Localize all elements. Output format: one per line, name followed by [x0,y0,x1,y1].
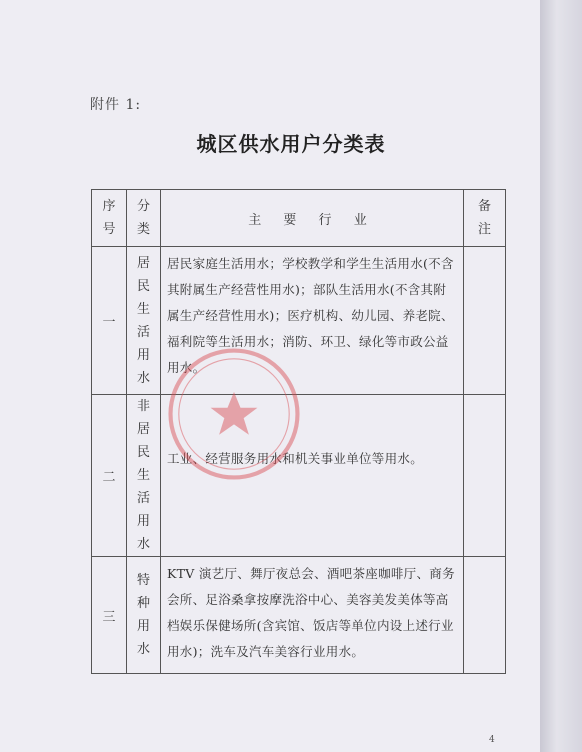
header-industries: 主 要 行 业 [161,190,464,247]
row-industries: 居民家庭生活用水；学校教学和学生生活用水(不含其附属生产经营性用水)；部队生活用水(不含其附属生产经营性用水)；医疗机构、幼儿园、养老院、福利院等生活用水；消防、环卫、绿化等市政公益用水。 [161,247,464,395]
table-row [92,247,506,395]
row-industries: KTV 演艺厅、舞厅夜总会、酒吧茶座咖啡厅、商务会所、足浴桑拿按摩洗浴中心、美容美发美体等高档娱乐保健场所(含宾馆、饭店等单位内设上述行业用水)；洗车及汽车美容行业用水。 [161,557,464,674]
table-row [92,395,506,557]
table-row [92,557,506,674]
attachment-label: 附件 1: [90,97,142,113]
row-seq: 二 [92,395,127,557]
row-seq: 三 [92,557,127,674]
header-category: 分类 [127,190,161,247]
header-seq: 序号 [92,190,127,247]
row-industries: 工业、经营服务用水和机关事业单位等用水。 [161,395,464,557]
document-title: 城区供水用户分类表 [196,132,386,156]
row-remarks [464,247,506,395]
header-remarks: 备注 [464,190,506,247]
table-header-row [92,190,506,247]
row-category: 特种用水 [127,557,161,674]
row-seq: 一 [92,247,127,395]
page-edge [540,0,582,752]
classification-table [91,189,506,674]
row-category: 非居民生活用水 [127,395,161,557]
page-number: 4 [489,735,495,745]
row-remarks [464,395,506,557]
row-category: 居民生活用水 [127,247,161,395]
row-remarks [464,557,506,674]
